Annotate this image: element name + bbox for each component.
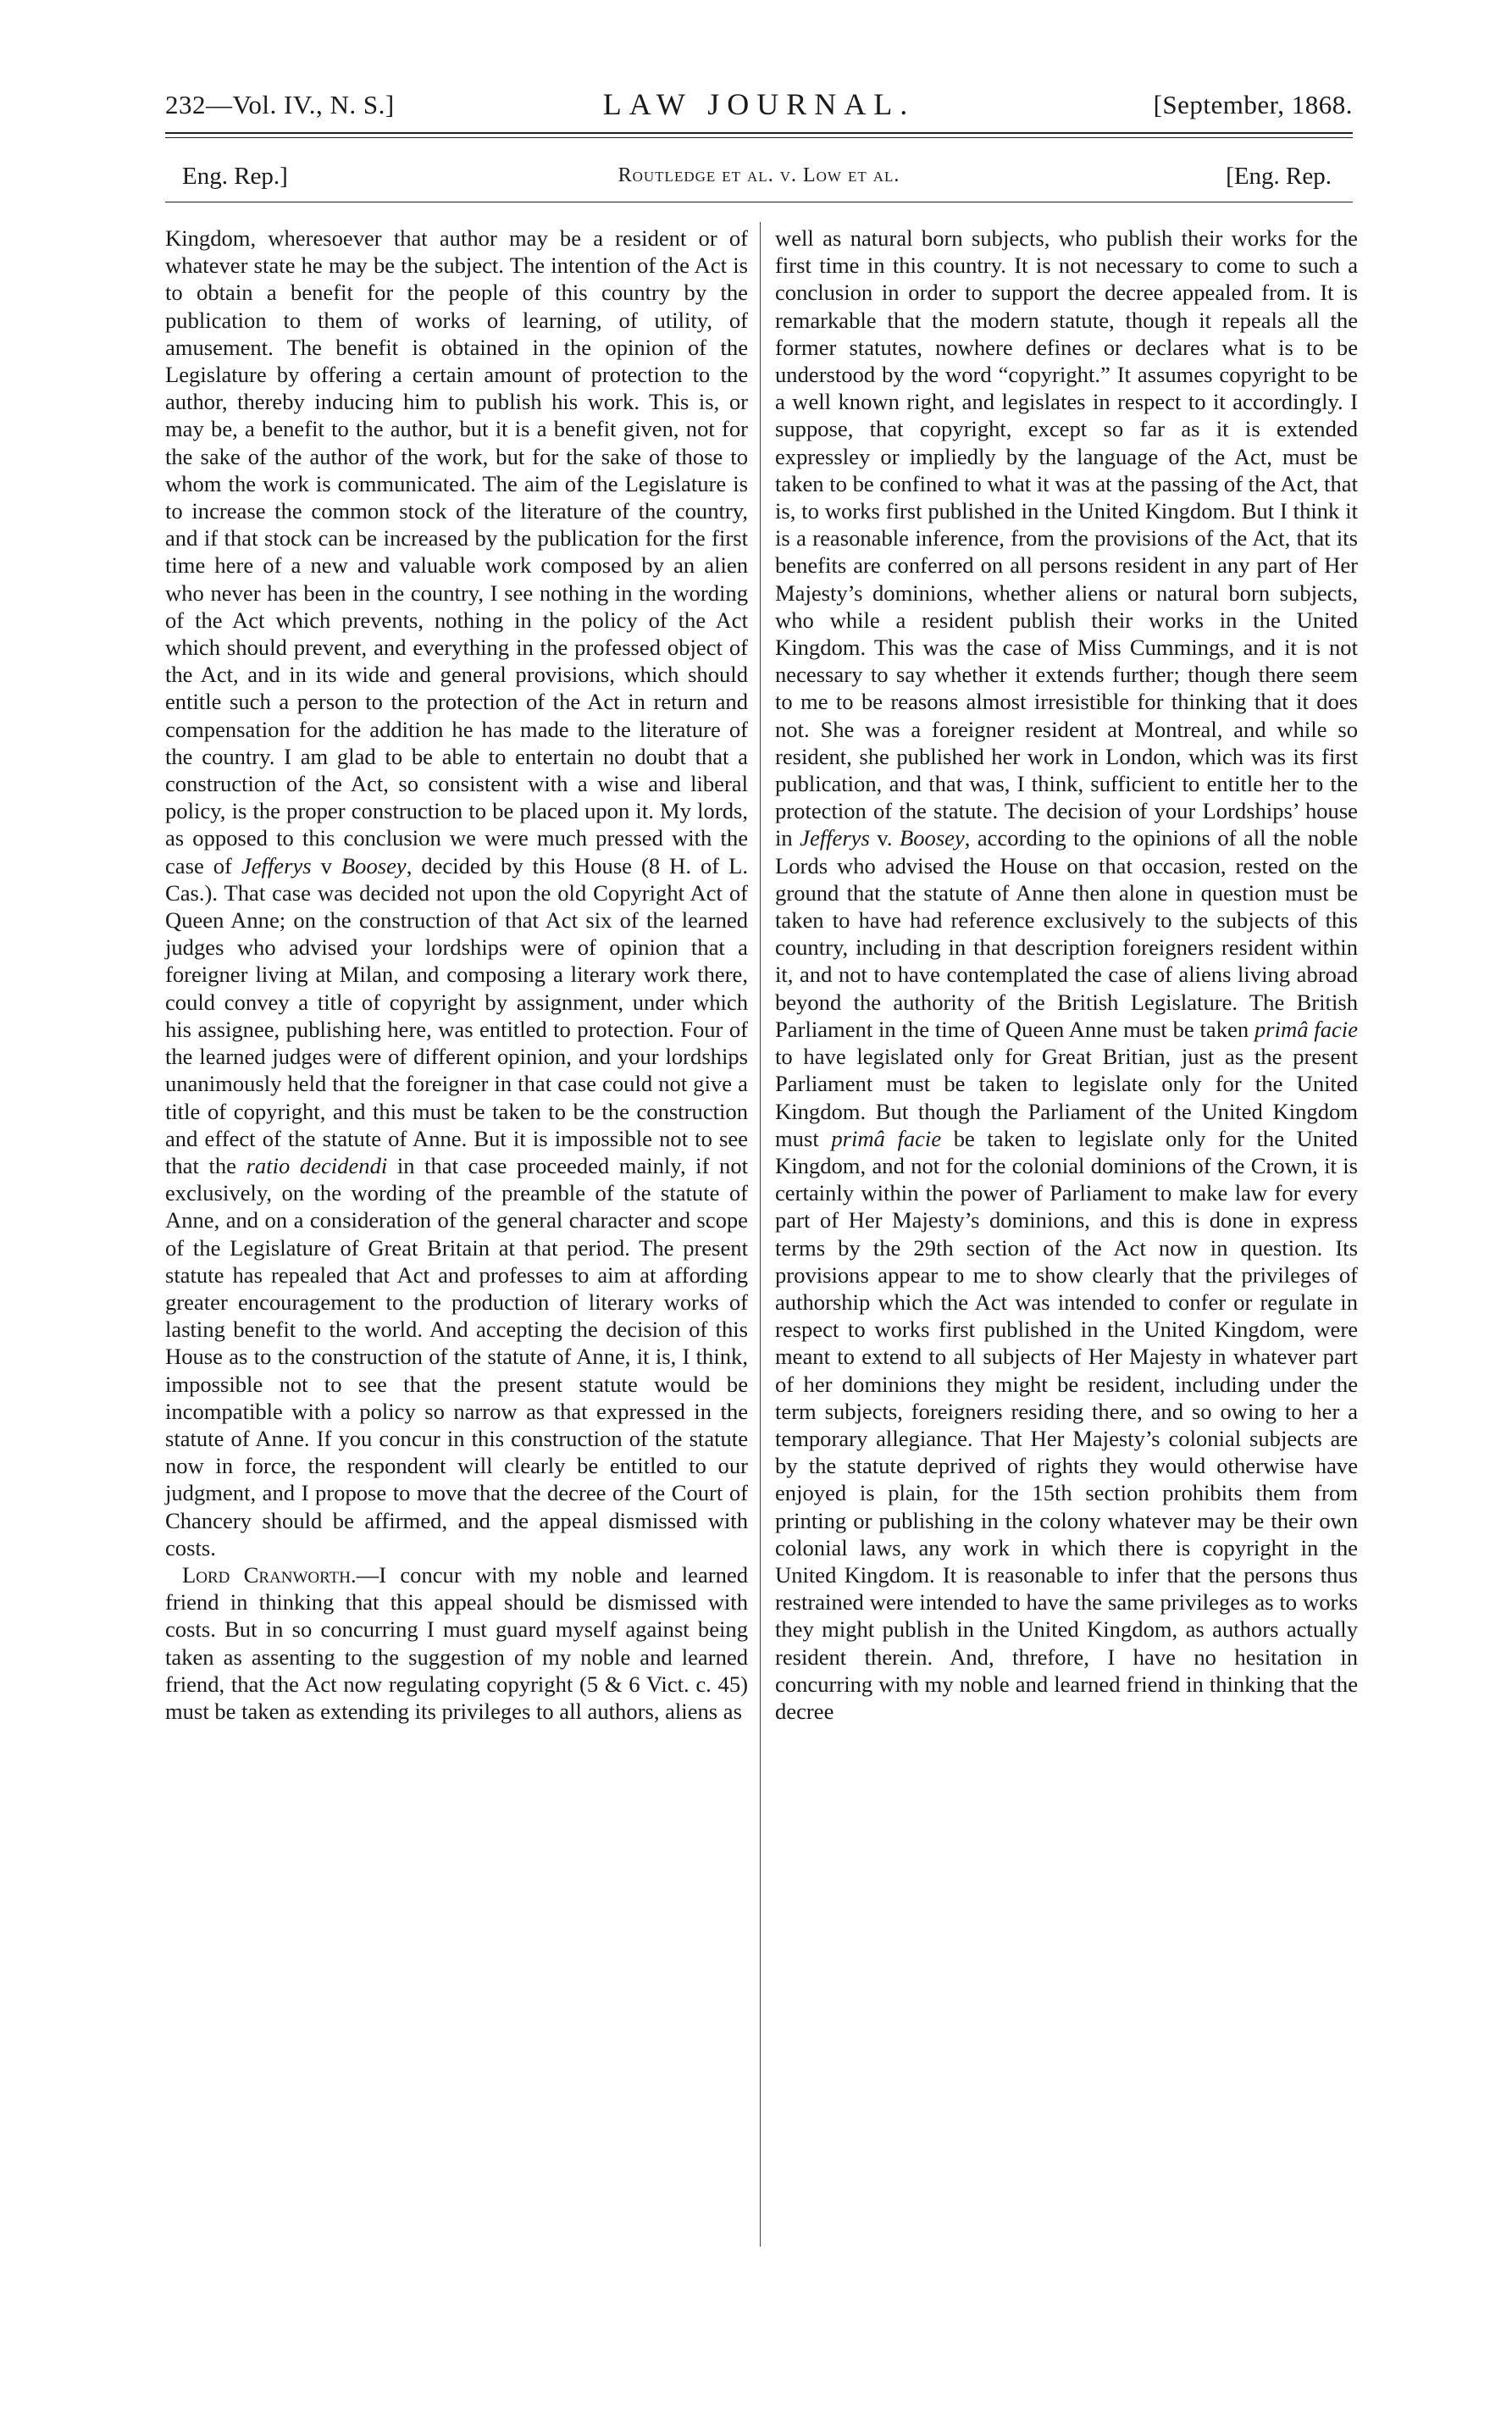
column-divider [760,222,761,2247]
text-run: be taken to legislate only for the United Kingdom, and not for the colonial dominions of the Crown, it is certainly within the power of Parliament to make law for every part of Her Majesty’s dominions, and this is done in express terms by the 29th section of the Act now in question. Its provisions appear to me to show clearly that the privileges of authorship which the Act was intended to confer or regulate in respect to works first published in the United Kingdom, were meant to extend to all subjects of Her Majesty in whatever part of her dominions they might be resident, including under the term subjects, foreigners residing there, and so owing to her a temporary allegiance. That Her Majesty’s colonial subjects are by the statute deprived of rights they would otherwise have enjoyed is plain, for the 15th section prohibits them from printing or publishing in the colony whatever may be their own colonial laws, any work in which there is copyright in the United Kingdom. It is reasonable to infer that the persons thus restrained were intended to have the same privileges as to works they might publish in the United Kingdom, as authors actually resident therein. And, threfore, I have no hesitation in concurring with my noble and learned friend in thinking that the decree [775,1125,1358,1724]
report-label-left: Eng. Rep.] [182,163,288,190]
text-run: , according to the opinions of all the noble Lords who advised the House on that occasion, rested on the ground that the statute of Anne then alone in question must be taken to have had reference exclusively to the subjects of this country, including in that description foreigners resident within it, and not to have contemplated the case of aliens living abroad beyond the authority of the British Legislature. The British Parliament in the time of Queen Anne must be taken [775,825,1358,1042]
case-name: Jefferys [800,825,870,851]
running-header [165,85,1353,129]
text-run: in that case proceeded mainly, if not exclusively, on the wording of the preamble of the statute of Anne, and on a consideration of the general character and scope of the Legislature of Great Britain at that period. The present statute has repealed that Act and professes to aim at affording greater encouragement to the production of literary works of lasting benefit to the world. And accepting the decision of this House as to the construction of the statute of Anne, it is, I think, impossible not to see that the present statute would be incompatible with a policy so narrow as that expressed in the statute of Anne. If you concur in this construction of the statute now in force, the respondent will clearly be entitled to our judgment, and I propose to move that the decree of the Court of Chancery should be affirmed, and the appeal dismissed with costs. [165,1152,748,1560]
text-run: well as natural born subjects, who publish their works for the first time in this country. It is not necessary to come to such a conclusion in order to support the decree appealed from. It is remarkable that the modern statute, though it repeals all the former statutes, nowhere defines or declares what is to be understood by the word “copyright.” It assumes copyright to be a well known right, and legislates in respect to it accordingly. I suppose, that copyright, except so far as it is extended expressley or impliedly by the language of the Act, must be taken to be confined to what it was at the passing of the Act, that is, to works first published in the United Kingdom. But I think it is a reasonable inference, from the provisions of the Act, that its benefits are conferred on all persons resident in any part of Her Majesty’s dominions, whether aliens or natural born subjects, who while a resident publish their works in the United Kingdom. This was the case of Miss Cummings, and it is not necessary to say whether it extends further; though there seem to me to be reasons almost irresistible for thinking that it does not. She was a foreigner resident at Montreal, and while so resident, she published her work in London, which was its first publication, and that was, I think, sufficient to entitle her to the protection of the statute. The decision of your Lordships’ house in [775,225,1358,851]
case-name: Boosey [341,852,407,878]
latin-phrase: primâ facie [831,1125,942,1151]
header-rule-bottom [165,137,1353,138]
text-column-left [165,224,748,1725]
text-run: , decided by this House (8 H. of L. Cas.). That case was decided not upon the old Copyright Act of Queen Anne; on the construction of that Act six of the learned judges who advised your lordships were of opinion that a foreigner living at Milan, and composing a literary work there, could convey a title of copyright by assignment, under which his assignee, publishing here, was entitled to protection. Four of the learned judges were of different opinion, and your lordships unanimously held that the foreigner in that case could not give a title of copyright, and this must be taken to be the construction and effect of the statute of Anne. But it is impossible not to see that the [165,852,749,1178]
header-rule-top [165,132,1353,134]
paragraph [775,224,1358,1725]
text-run: v. [869,825,900,851]
issue-date: [September, 1868. [1153,90,1353,119]
text-run: v [311,852,341,878]
latin-phrase: primâ facie [1254,1016,1358,1042]
paragraph [165,1561,748,1725]
case-header [165,156,1353,198]
case-title: Routledge et al. v. Low et al. [618,164,900,186]
text-run: Kingdom, wheresoever that author may be a resident or of whatever state he may be the subject. The intention of the Act is to obtain a benefit for the people of this country by the publication to them of works of learning, of utility, of amusement. The benefit is obtained in the opinion of the Legislature by offering a certain amount of protection to the author, thereby inducing him to publish his work. This is, or may be, a benefit to the author, but it is a benefit given, not for the sake of the author of the work, but for the sake of those to whom the work is communicated. The aim of the Legislature is to increase the common stock of the literature of the country, and if that stock can be increased by the publication for the first time here of a new and valuable work composed by an alien who never has been in the country, I see nothing in the wording of the Act which prevents, nothing in the policy of the Act which should prevent, and everything in the professed object of the Act, and in its wide and general provisions, which should entitle such a person to the protection of the Act in return and compensation for the addition he has made to the literature of the country. I am glad to be able to entertain no doubt that a construction of the Act, so consistent with a wise and liberal policy, is the proper construction to be placed upon it. My lords, as opposed to this conclusion we were much pressed with the case of [165,225,748,878]
paragraph [165,224,748,1561]
latin-phrase: ratio decidendi [246,1152,388,1178]
journal-title: LAW JOURNAL. [602,87,916,121]
speaker-name: Lord Cranworth. [182,1561,357,1588]
case-name: Jefferys [241,852,312,878]
page-volume-label: 232—Vol. IV., N. S.] [165,90,395,119]
text-run: to have legislated only for Great Britian, just as the present Parliament must be taken to legislate only for the United Kingdom. But though the Parliament of the United Kingdom must [775,1044,1358,1151]
text-column-right [775,224,1358,1725]
text-run: —I concur with my noble and learned friend in thinking that this appeal should be dismissed with costs. But in so concurring I must guard myself against being taken as assenting to the suggestion of my noble and learned friend, that the Act now regulating copyright (5 & 6 Vict. c. 45) must be taken as extending its privileges to all authors, aliens as [165,1561,748,1724]
report-label-right: [Eng. Rep. [1226,163,1332,190]
case-name: Boosey [899,825,965,851]
